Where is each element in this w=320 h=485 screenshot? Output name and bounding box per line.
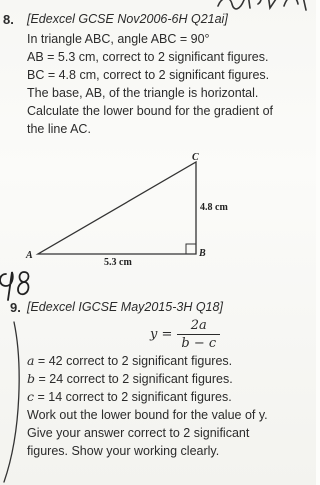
right-angle-marker [186,244,196,254]
question-source: [Edexcel GCSE Nov2006-6H Q21ai] [27,12,228,26]
height-label: 4.8 cm [200,202,228,213]
handwritten-scribble [214,0,310,12]
formula-fraction [177,318,220,351]
instruction-line: figures. Show your working clearly. [27,444,220,458]
question-line: the line AC. [27,122,91,136]
vertex-c-label: C [192,152,199,163]
formula-lhs: y = [150,327,173,342]
question-line: AB = 5.3 cm, correct to 2 significant figures. [27,50,269,64]
vertex-a-label: A [26,250,33,261]
margin-bracket [0,320,30,485]
base-label: 5.3 cm [104,257,132,268]
question-number: 8. [3,12,14,27]
condition-line: c = 14 correct to 2 significant figures. [27,389,232,404]
question-number: 9. [10,300,21,315]
instruction-line: Give your answer correct to 2 significant [27,426,250,440]
triangle-diagram [24,150,254,270]
question-line: BC = 4.8 cm, correct to 2 significant figures. [27,68,270,82]
vertex-b-label: B [199,248,206,259]
instruction-line: Work out the lower bound for the value of y. [27,408,268,422]
question-line: In triangle ABC, angle ABC = 90° [27,32,210,46]
condition-line: b = 24 correct to 2 significant figures. [27,371,233,386]
question-source: [Edexcel IGCSE May2015-3H Q18] [27,300,223,314]
formula [150,318,220,351]
condition-line: a = 42 correct to 2 significant figures. [27,353,233,368]
question-line: The base, AB, of the triangle is horizontal. [27,86,259,100]
formula-numerator: 2a [190,318,207,333]
question-line: Calculate the lower bound for the gradient of [27,104,273,118]
formula-denominator: b − c [181,336,217,351]
triangle-outline [38,162,196,254]
